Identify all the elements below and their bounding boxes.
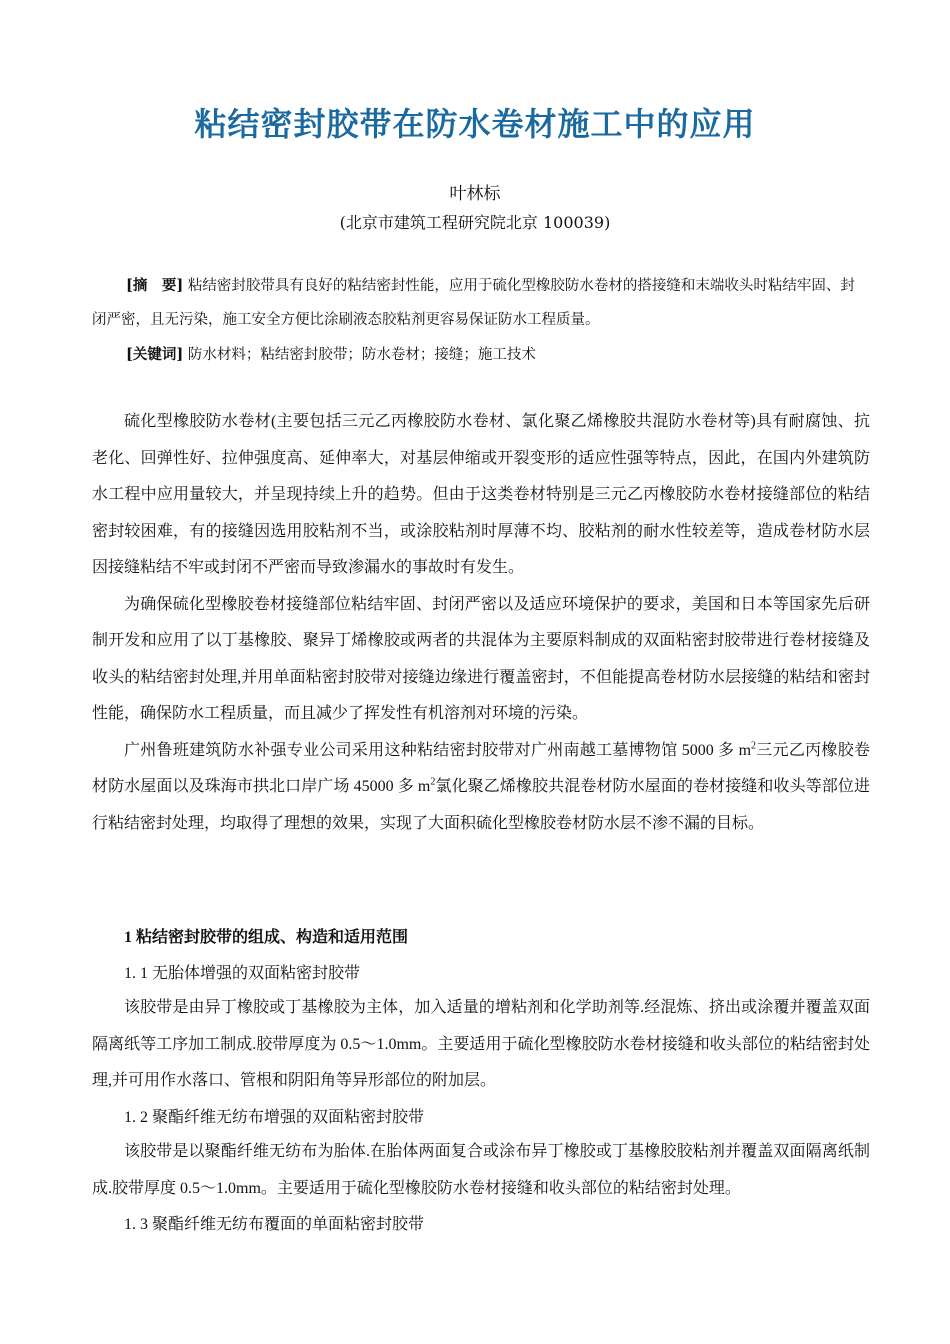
section-1-heading: 1 粘结密封胶带的组成、构造和适用范围 xyxy=(124,929,409,946)
intro-section xyxy=(92,404,870,842)
author-affiliation: (北京市建筑工程研究院北京 100039) xyxy=(339,213,611,232)
superscript-2: 2 xyxy=(430,776,436,788)
intro-paragraph-3-part-c: 氯化聚乙烯橡胶共混卷材防水屋面的卷材接缝和收头等部位进行粘结密封处理，均取得了理想的效果，实现了大面积硫化型橡胶卷材防水层不渗不漏的目标。 xyxy=(92,778,870,832)
document-title: 粘结密封胶带在防水卷材施工中的应用 xyxy=(194,105,756,143)
intro-paragraph-3-part-b: 三元乙丙橡胶卷材防水屋面以及珠海市拱北口岸广场 45000 多 m xyxy=(92,741,870,795)
superscript-2: 2 xyxy=(751,740,757,752)
subsection-1-3-title: 1. 3 聚酯纤维无纺布覆面的单面粘密封胶带 xyxy=(124,1216,425,1233)
subsection-1-1-body xyxy=(92,990,870,1100)
subsection-1-2-text: 该胶带是以聚酯纤维无纺布为胎体.在胎体两面复合或涂布异丁橡胶或丁基橡胶胶粘剂并覆盖双面隔离纸制成.胶带厚度 0.5～1.0mm。主要适用于硫化型橡胶防水卷材接缝和收头部位的粘结密封处理。 xyxy=(92,1143,870,1197)
keywords-text: 防水材料；粘结密封胶带；防水卷材；接缝；施工技术 xyxy=(187,347,536,363)
subsection-1-2-title: 1. 2 聚酯纤维无纺布增强的双面粘密封胶带 xyxy=(124,1109,425,1126)
subsection-1-1-text: 该胶带是由异丁橡胶或丁基橡胶为主体，加入适量的增粘剂和化学助剂等.经混炼、挤出或涂覆并覆盖双面隔离纸等工序加工制成.胶带厚度为 0.5～1.0mm。主要适用于硫化型橡胶防水卷材接缝和收头部位的粘结密封处理,并可用作水落口、管根和阴阳角等异形部位的附加层。 xyxy=(92,999,870,1089)
subsection-1-2-body xyxy=(92,1134,870,1207)
keywords-label: [关键词] xyxy=(126,346,184,363)
intro-paragraph-1: 硫化型橡胶防水卷材(主要包括三元乙丙橡胶防水卷材、氯化聚乙烯橡胶共混防水卷材等)具有耐腐蚀、抗老化、回弹性好、拉伸强度高、延伸率大，对基层伸缩或开裂变形的适应性强等特点，因此，在国内外建筑防水工程中应用量较大，并呈现持续上升的趋势。但由于这类卷材特别是三元乙丙橡胶防水卷材接缝部位的粘结密封较困难，有的接缝因选用胶粘剂不当，或涂胶粘剂时厚薄不均、胶粘剂的耐水性较差等，造成卷材防水层因接缝粘结不牢或封闭不严密而导致渗漏水的事故时有发生。 xyxy=(92,413,870,576)
abstract-text: 粘结密封胶带具有良好的粘结密封性能，应用于硫化型橡胶防水卷材的搭接缝和末端收头时粘结牢固、封闭严密，且无污染，施工安全方便比涂刷液态胶粘剂更容易保证防水工程质量。 xyxy=(92,278,855,328)
subsection-1-1-title: 1. 1 无胎体增强的双面粘密封胶带 xyxy=(124,965,361,982)
abstract xyxy=(92,269,862,337)
intro-paragraph-3 xyxy=(92,733,870,843)
keywords xyxy=(126,341,866,369)
intro-paragraph-2: 为确保硫化型橡胶卷材接缝部位粘结牢固、封闭严密以及适应环境保护的要求，美国和日本等国家先后研制开发和应用了以丁基橡胶、聚异丁烯橡胶或两者的共混体为主要原料制成的双面粘密封胶带进行卷材接缝及收头的粘结密封处理,并用单面粘密封胶带对接缝边缘进行覆盖密封，不但能提高卷材防水层接缝的粘结和密封性能，确保防水工程质量，而且减少了挥发性有机溶剂对环境的污染。 xyxy=(92,595,870,722)
intro-paragraph-3-part-a: 广州鲁班建筑防水补强专业公司采用这种粘结密封胶带对广州南越工墓博物馆 5000 多 m xyxy=(124,741,752,759)
abstract-label: [摘 要] xyxy=(126,277,184,294)
author-name: 叶林标 xyxy=(449,184,501,204)
